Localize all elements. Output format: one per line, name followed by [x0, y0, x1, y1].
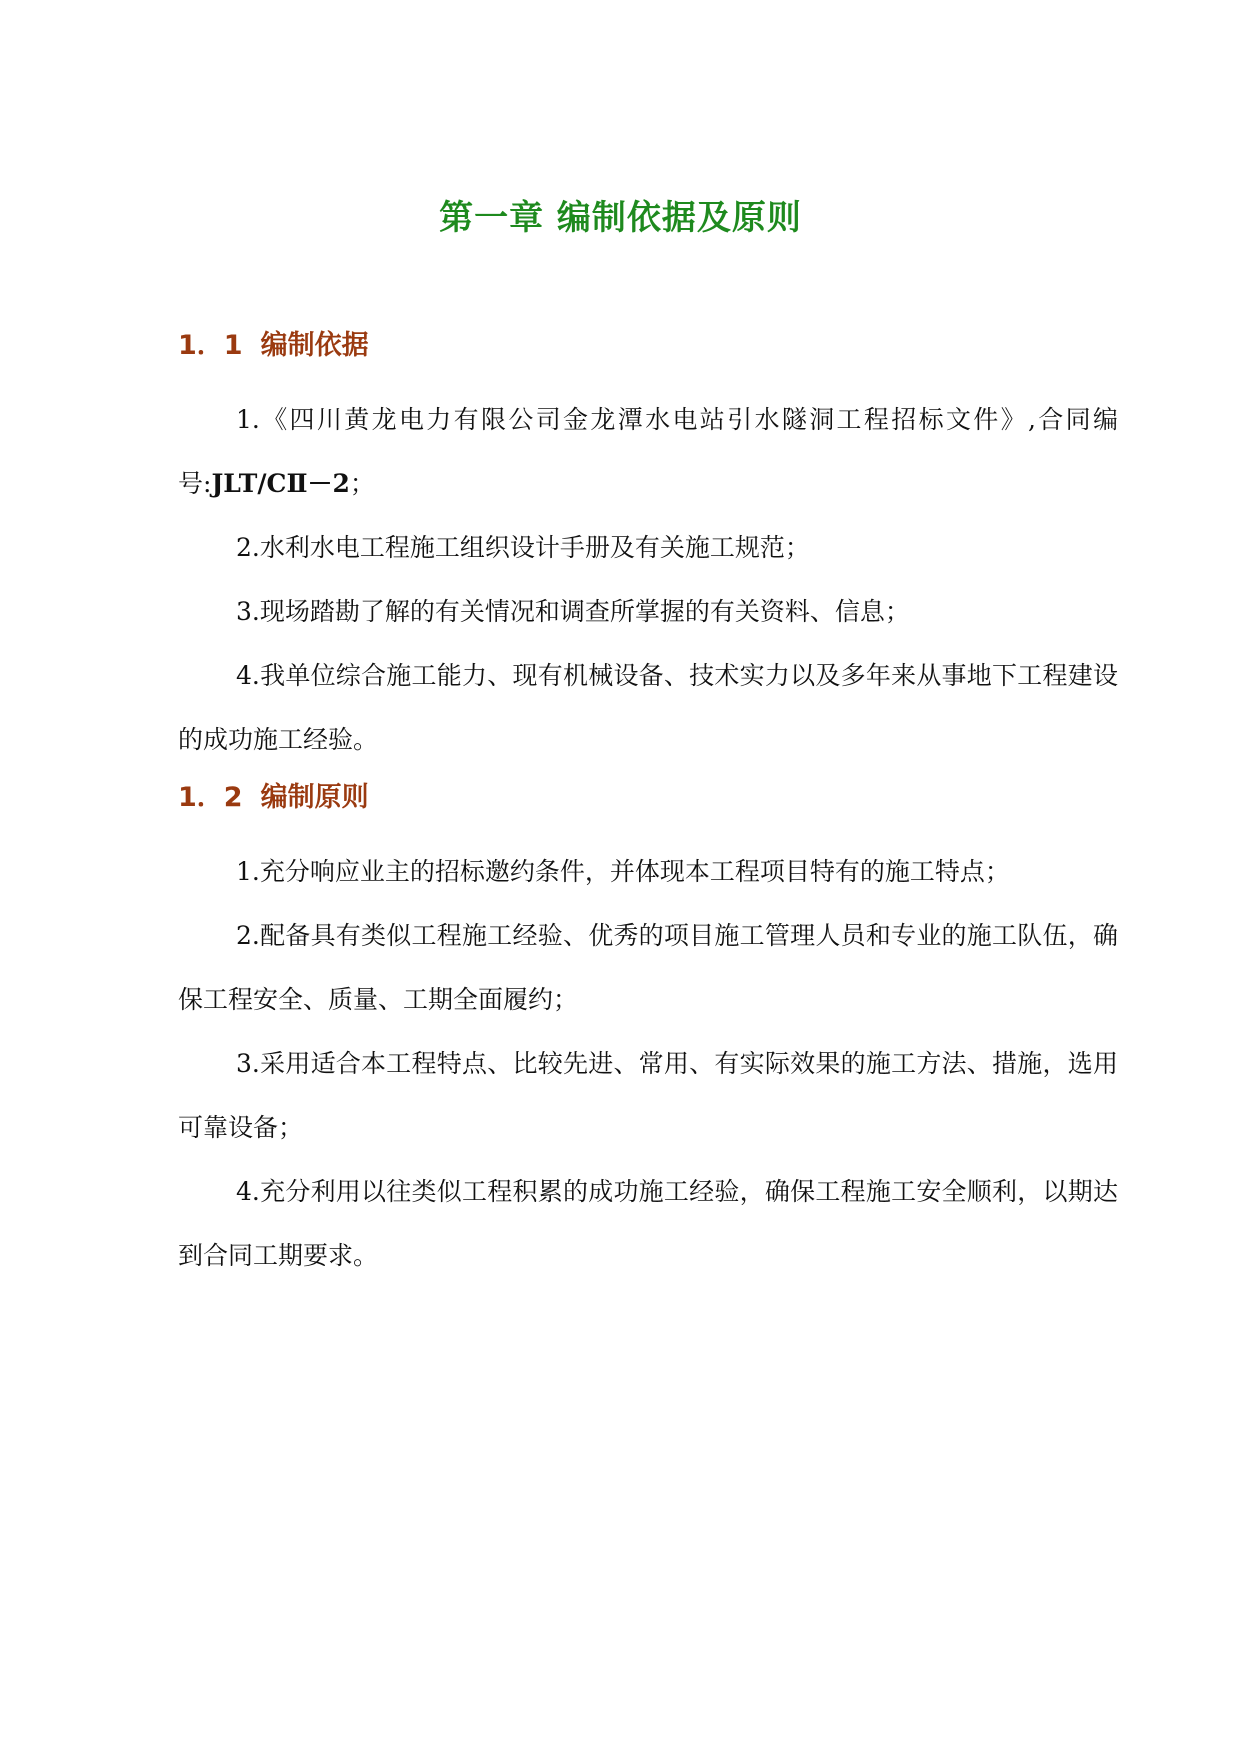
paragraph: 2.配备具有类似工程施工经验、优秀的项目施工管理人员和专业的施工队伍，确保工程安全、质量、工期全面履约；: [178, 921, 1118, 1014]
contract-number: JLT/CⅡ－2: [211, 469, 350, 498]
paragraph: [178, 388, 1118, 516]
section-number: 1．1: [178, 330, 243, 361]
chapter-title: 第一章 编制依据及原则: [439, 198, 802, 238]
paragraph: 3.现场踏勘了解的有关情况和调查所掌握的有关资料、信息；: [236, 597, 910, 626]
paragraph: 4.我单位综合施工能力、现有机械设备、技术实力以及多年来从事地下工程建设的成功施工经验。: [178, 661, 1118, 754]
paragraph: 2.水利水电工程施工组织设计手册及有关施工规范；: [236, 533, 810, 562]
paragraph: 1.充分响应业主的招标邀约条件，并体现本工程项目特有的施工特点；: [236, 857, 1010, 886]
paragraph: 3.采用适合本工程特点、比较先进、常用、有实际效果的施工方法、措施，选用可靠设备；: [178, 1049, 1118, 1142]
section-title: 编制依据: [260, 330, 369, 361]
section-heading-1-2: [178, 778, 1118, 818]
section-number: 1．2: [178, 782, 243, 813]
paragraph-text: 1.《四川黄龙电力有限公司金龙潭水电站引水隧洞工程招标文件》,合同编号:: [178, 405, 1118, 498]
section-title: 编制原则: [260, 782, 369, 813]
paragraph-tail: ；: [349, 469, 375, 498]
paragraph: 4.充分利用以往类似工程积累的成功施工经验，确保工程施工安全顺利，以期达到合同工期要求。: [178, 1177, 1118, 1270]
section-heading-1-1: [178, 326, 1118, 366]
document-body: [178, 326, 1118, 1288]
